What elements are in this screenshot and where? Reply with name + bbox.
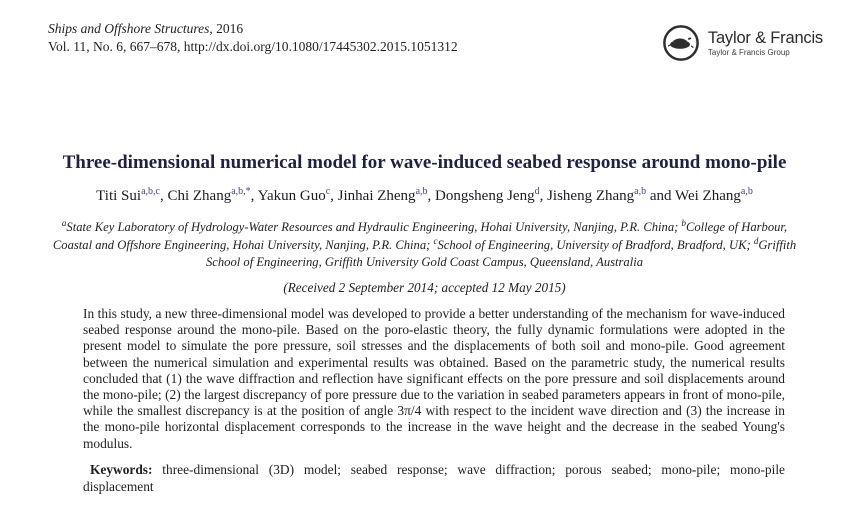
abstract-text: In this study, a new three-dimensional model was developed to provide a better understanding of the mechanism for wave-induced seabed response around the mono-pile. Based on the poro-elastic theory, the fully dynamic formulations were adopted in the present model to simulate the pore pressure, soil stresses and the displacements of both soil and mono-pile. Good agreement between the numerical simulation and experimental results was obtained. Based on the parametric study, the numerical results concluded that (1) the wave diffraction and reflection have significant effects on the pore pressure and soil displacements around the mono-pile; (2) the largest discrepancy of pore pressure due to the variation in seabed parameters appears in front of mono-pile, while the smallest discrepancy is at the position of angle 3π/4 with respect to the incident wave direction and (3) the increase in the mono-pile horizontal displacement corresponds to the increase in the wave height and the decrease in the seabed Young's modulus. <box>83 306 785 451</box>
keywords-label: Keywords: <box>90 462 153 477</box>
author-affiliation-superscript: d <box>534 186 540 197</box>
author-name: Wei Zhang <box>675 188 741 204</box>
author-name: Yakun Guo <box>257 188 326 204</box>
journal-title-line <box>48 20 458 38</box>
author-affiliation-superscript: a,b,* <box>231 186 251 197</box>
keywords-paragraph <box>83 461 785 495</box>
journal-title: Ships and Offshore Structures <box>48 21 210 36</box>
publisher-name: Taylor & Francis <box>707 28 823 47</box>
author-affiliation-superscript: a,b,c <box>141 186 160 197</box>
affiliations: $^a$State Key Laboratory of Hydrology-Water Resources and Hydraulic Engineering, Hohai University, Nanjing, P.R. China; $^b$College of Harbour, Coastal and Offshore Engineering, Hohai University, Nanjing, P.R. China; $^c$School of Engineering, University of Bradford, Bradford, UK; $^d$Griffith School of Engineering, Griffith University Gold Coast Campus, Queensland, Australia <box>52 217 797 269</box>
author-name: Jinhai Zheng <box>337 188 416 204</box>
affiliation-superscript: c <box>433 235 438 246</box>
author-affiliation-superscript: a,b <box>634 186 647 197</box>
author-name: Dongsheng Jeng <box>435 188 535 204</box>
affiliation-superscript: b <box>681 217 686 228</box>
taylor-francis-lamp-icon <box>662 24 700 62</box>
article-title: Three-dimensional numerical model for wave-induced seabed response around mono-pile <box>62 152 787 173</box>
author-affiliation-superscript: c <box>325 186 331 197</box>
affiliation-superscript: a <box>61 217 67 228</box>
page-header <box>48 20 823 62</box>
author-list: Titi Sui$^{a,b,c}$, Chi Zhang$^{a,b,*}$, Yakun Guo$^c$, Jinhai Zheng$^{a,b}$, Dongsheng Jeng$^d$, Jisheng Zhang$^{a,b}$ and Wei Zhang$^{a,b}$ <box>96 186 753 204</box>
publisher-name-block <box>708 29 823 58</box>
author-affiliation-superscript: a,b <box>740 186 753 197</box>
journal-year: , 2016 <box>209 21 244 36</box>
received-accepted-line: (Received 2 September 2014; accepted 12 May 2015) <box>283 280 566 295</box>
affiliation-superscript: d <box>753 235 759 246</box>
author-affiliation-superscript: a,b <box>415 186 428 197</box>
author-name: Jisheng Zhang <box>547 188 635 204</box>
publisher-logo <box>662 24 823 62</box>
journal-info <box>48 20 458 56</box>
author-name: Titi Sui <box>96 188 142 204</box>
publisher-group: Taylor & Francis Group <box>707 47 790 57</box>
volume-doi-line[interactable]: Vol. 11, No. 6, 667–678, http://dx.doi.org/10.1080/17445302.2015.1051312 <box>48 39 458 54</box>
author-name: Chi Zhang <box>167 188 232 204</box>
keywords-text: three-dimensional (3D) model; seabed response; wave diffraction; porous seabed; mono-pile; mono-pile displacement <box>83 462 785 494</box>
